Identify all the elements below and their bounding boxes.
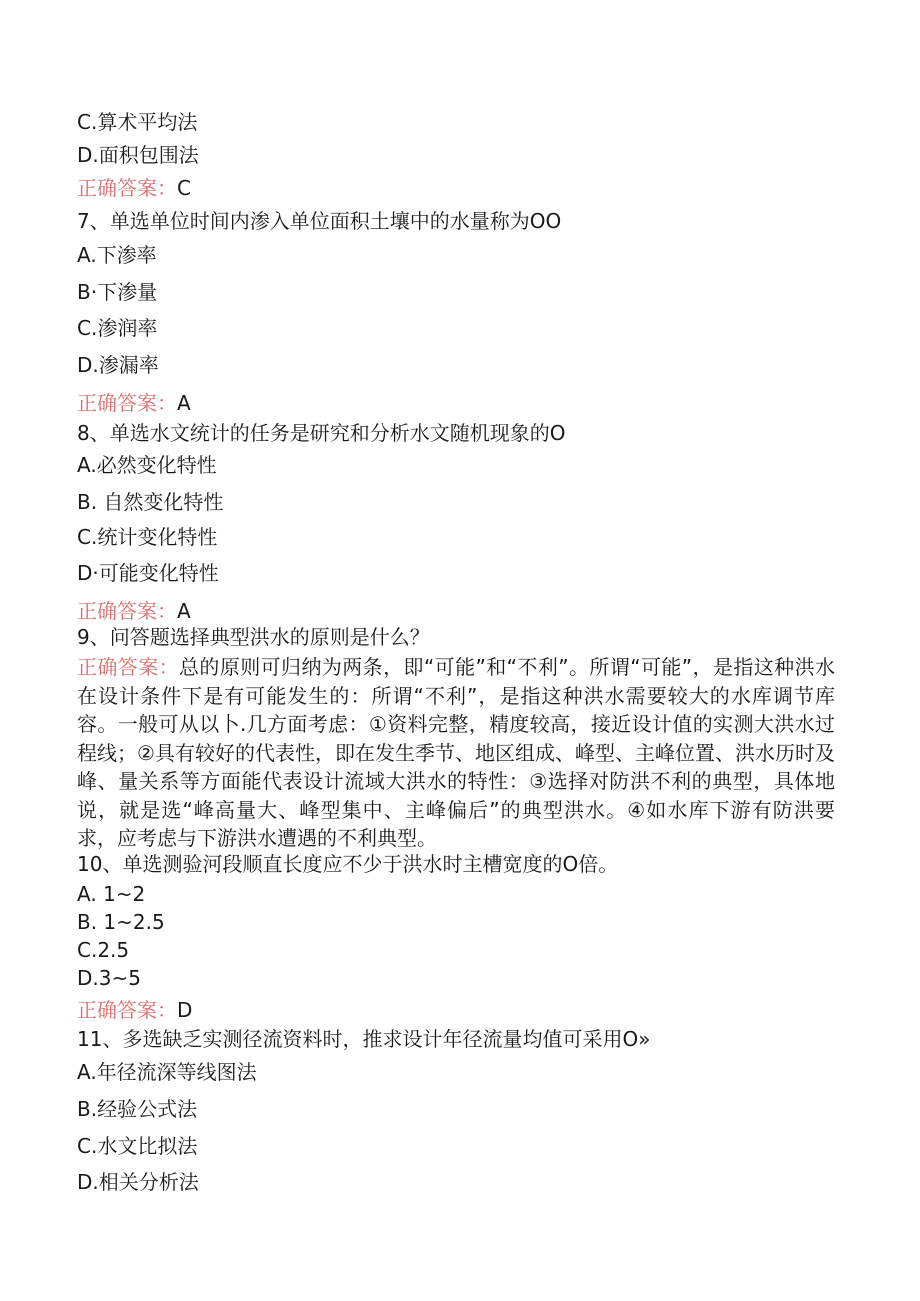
q11-question: 11、多选缺乏实测径流资料时，推求设计年径流量均值可采用O» [77,1027,651,1051]
q10-option-b: B. 1~2.5 [77,910,165,934]
answer-label: 正确答案： [77,391,177,415]
q6-option-d: D.面积包围法 [77,143,199,167]
q9-question: 9、问答题选择典型洪水的原则是什么？ [77,625,430,649]
q10-option-a: A. 1~2 [77,882,146,906]
q11-option-c: C.水文比拟法 [77,1134,198,1158]
q11-option-b: B.经验公式法 [77,1097,198,1121]
answer-label: 正确答案： [77,998,177,1022]
answer-value: A [177,391,191,415]
q7-option-b: B·下渗量 [77,280,158,304]
q8-option-d: D·可能变化特性 [77,561,219,585]
answer-label: 正确答案： [77,176,177,200]
q7-answer [77,391,191,415]
q11-option-a: A.年径流深等线图法 [77,1060,257,1084]
q11-option-d: D.相关分析法 [77,1170,199,1194]
q8-option-b: B. 自然变化特性 [77,490,224,514]
q7-question: 7、单选单位时间内渗入单位面积土壤中的水量称为OO [77,209,562,233]
q10-answer [77,998,192,1022]
q7-option-a: A.下渗率 [77,243,157,267]
q9-answer [77,653,835,853]
answer-value: C [177,176,191,200]
answer-label: 正确答案： [77,599,177,623]
answer-text: 总的原则可归纳为两条，即“可能”和“不利”。所谓“可能”，是指这种洪水在设计条件下是有可能发生的：所谓“不利”，是指这种洪水需要较大的水库调节库容。一般可从以卜.几方面考虑：①资料完整，精度较高，接近设计值的实测大洪水过程线；②具有较好的代表性，即在发生季节、地区组成、峰型、主峰位置、洪水历时及峰、量关系等方面能代表设计流域大洪水的特性：③选择对防洪不利的典型，具体地说，就是选“峰高量大、峰型集中、主峰偏后”的典型洪水。④如水库下游有防洪要求，应考虑与下游洪水遭遇的不利典型。 [77,655,835,850]
answer-value: A [177,599,191,623]
q7-option-d: D.渗漏率 [77,353,159,377]
q8-option-a: A.必然变化特性 [77,453,217,477]
q8-option-c: C.统计变化特性 [77,525,218,549]
q10-option-d: D.3~5 [77,966,141,990]
answer-label: 正确答案： [77,655,180,679]
answer-value: D [177,998,193,1022]
q10-option-c: C.2.5 [77,938,130,962]
q10-question: 10、单选测验河段顺直长度应不少于洪水时主槽宽度的O倍。 [77,852,619,876]
q8-answer [77,599,191,623]
q8-question: 8、单选水文统计的任务是研究和分析水文随机现象的O [77,421,566,445]
q6-answer [77,176,191,200]
q7-option-c: C.渗润率 [77,316,158,340]
q6-option-c: C.算术平均法 [77,110,198,134]
